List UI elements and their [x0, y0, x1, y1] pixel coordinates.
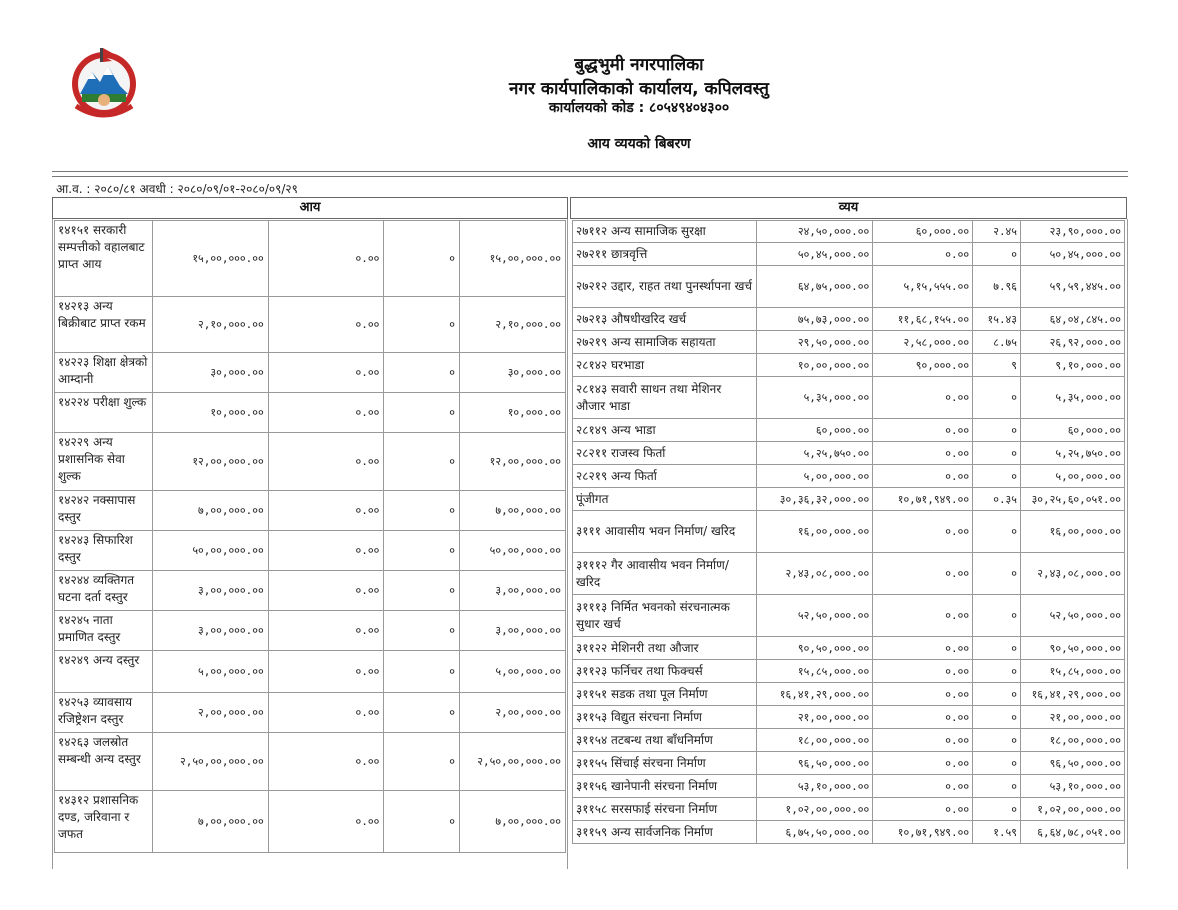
expense-row-balance: ५३,१०,०००.०० — [1021, 775, 1125, 798]
expense-row-balance: ५,३५,०००.०० — [1021, 377, 1125, 419]
expense-row-amount: ०.०० — [873, 637, 973, 660]
expense-row-balance: ६०,०००.०० — [1021, 419, 1125, 442]
income-row-balance: १२,००,०००.०० — [460, 433, 566, 491]
expense-row-percent: ० — [973, 553, 1021, 595]
expense-row-percent: ० — [973, 752, 1021, 775]
income-row-balance: १५,००,०००.०० — [460, 221, 566, 297]
income-row-budget: १२,००,०००.०० — [152, 433, 268, 491]
expense-row — [573, 354, 1125, 377]
expense-row-budget: १,०२,००,०००.०० — [757, 798, 873, 821]
income-row-name: १४३१२ प्रशासनिक दण्ड, जरिवाना र जफत — [55, 791, 153, 853]
expense-row-amount: ६०,०००.०० — [873, 221, 973, 243]
expense-row-amount: ०.०० — [873, 511, 973, 553]
expense-row-percent: ० — [973, 798, 1021, 821]
expense-row — [573, 266, 1125, 308]
expense-row-name: ३१११२ गैर आवासीय भवन निर्माण/ खरिद — [573, 553, 757, 595]
income-row-percent: ० — [384, 433, 460, 491]
expense-row-budget: ९०,५०,०००.०० — [757, 637, 873, 660]
expense-row — [573, 775, 1125, 798]
income-row-balance: २,००,०००.०० — [460, 693, 566, 733]
expense-row-percent: ० — [973, 465, 1021, 488]
expense-row-balance: ६,६४,७८,०५१.०० — [1021, 821, 1125, 844]
income-row — [55, 491, 566, 531]
expense-row-name: २८२११ राजस्व फिर्ता — [573, 442, 757, 465]
expense-row-percent: ० — [973, 729, 1021, 752]
expense-row-budget: ५२,५०,०००.०० — [757, 595, 873, 637]
income-row-percent: ० — [384, 611, 460, 651]
income-row — [55, 393, 566, 433]
expense-row-percent: ० — [973, 511, 1021, 553]
expense-row-amount: ०.०० — [873, 660, 973, 683]
income-row-amount: ०.०० — [268, 791, 384, 853]
expense-row-name: ३११५१ सडक तथा पूल निर्माण — [573, 683, 757, 706]
income-row-percent: ० — [384, 571, 460, 611]
expense-row-balance: १६,४१,२९,०००.०० — [1021, 683, 1125, 706]
report-title: आय व्ययको बिबरण — [587, 136, 691, 152]
expense-row-name: २८१४३ सवारी साधन तथा मेशिनर औजार भाडा — [573, 377, 757, 419]
expense-row-name: २७२१३ औषधीखरिद खर्च — [573, 308, 757, 331]
expense-row-balance: २१,००,०००.०० — [1021, 706, 1125, 729]
income-row-budget: १०,०००.०० — [152, 393, 268, 433]
expense-row-balance: ५,००,०००.०० — [1021, 465, 1125, 488]
income-row-name: १४२४५ नाता प्रमाणित दस्तुर — [55, 611, 153, 651]
expense-row-balance: ५९,५९,४४५.०० — [1021, 266, 1125, 308]
expense-row-balance: १५,८५,०००.०० — [1021, 660, 1125, 683]
expense-row-balance: ३०,२५,६०,०५१.०० — [1021, 488, 1125, 511]
expense-row — [573, 821, 1125, 844]
expense-row — [573, 377, 1125, 419]
expense-row-amount: ९०,०००.०० — [873, 354, 973, 377]
income-row-budget: ५,००,०००.०० — [152, 651, 268, 693]
income-row-amount: ०.०० — [268, 393, 384, 433]
expense-row-name: २७२१२ उद्दार, राहत तथा पुनर्स्थापना खर्च — [573, 266, 757, 308]
income-row-budget: १५,००,०००.०० — [152, 221, 268, 297]
income-row-name: १४२४९ अन्य दस्तुर — [55, 651, 153, 693]
expense-row-balance: ९६,५०,०००.०० — [1021, 752, 1125, 775]
income-row — [55, 651, 566, 693]
income-row-budget: ७,००,०००.०० — [152, 791, 268, 853]
expense-row-amount: ०.०० — [873, 729, 973, 752]
expense-row-balance: ५,२५,७५०.०० — [1021, 442, 1125, 465]
expense-row-name: ३१११ आवासीय भवन निर्माण/ खरिद — [573, 511, 757, 553]
expense-row-percent: ० — [973, 683, 1021, 706]
expense-row-percent: ०.३५ — [973, 488, 1021, 511]
income-row-budget: ७,००,०००.०० — [152, 491, 268, 531]
income-row-balance: २,१०,०००.०० — [460, 297, 566, 353]
income-row — [55, 791, 566, 853]
expense-border-right — [1127, 219, 1128, 869]
expense-row-name: २८१४९ अन्य भाडा — [573, 419, 757, 442]
expense-row-percent: १५.४३ — [973, 308, 1021, 331]
income-row-percent: ० — [384, 221, 460, 297]
expense-row-budget: २९,५०,०००.०० — [757, 331, 873, 354]
expense-row-amount: १०,७१,९४९.०० — [873, 821, 973, 844]
income-row-name: १४२२९ अन्य प्रशासनिक सेवा शुल्क — [55, 433, 153, 491]
income-row-amount: ०.०० — [268, 693, 384, 733]
income-row-amount: ०.०० — [268, 651, 384, 693]
expense-row-amount: ०.०० — [873, 706, 973, 729]
expense-row-percent: ० — [973, 595, 1021, 637]
income-row — [55, 733, 566, 791]
org-name: बुद्धभुमी नगरपालिका — [574, 55, 704, 75]
expense-row-percent: २.४५ — [973, 221, 1021, 243]
income-row — [55, 693, 566, 733]
expense-row-name: ३११५३ विद्युत संरचना निर्माण — [573, 706, 757, 729]
income-row-name: १४१५१ सरकारी सम्पत्तीको वहालबाट प्राप्त आय — [55, 221, 153, 297]
expense-row-name: २८२१९ अन्य फिर्ता — [573, 465, 757, 488]
expense-row — [573, 243, 1125, 266]
income-row-balance: ७,००,०००.०० — [460, 491, 566, 531]
income-row-balance: ३,००,०००.०० — [460, 611, 566, 651]
expense-row-balance: १,०२,००,०००.०० — [1021, 798, 1125, 821]
income-row-balance: १०,०००.०० — [460, 393, 566, 433]
income-row-balance: ३,००,०००.०० — [460, 571, 566, 611]
expense-row-budget: १६,००,०००.०० — [757, 511, 873, 553]
income-row-balance: २,५०,००,०००.०० — [460, 733, 566, 791]
income-row-amount: ०.०० — [268, 353, 384, 393]
expense-row-budget: ५,००,०००.०० — [757, 465, 873, 488]
income-row-percent: ० — [384, 791, 460, 853]
expense-row-balance: ६४,०४,८४५.०० — [1021, 308, 1125, 331]
income-row — [55, 221, 566, 297]
expense-row-name: २८१४२ घरभाडा — [573, 354, 757, 377]
income-heading: आय — [52, 197, 568, 219]
expense-row-name: पूंजीगत — [573, 488, 757, 511]
income-row — [55, 433, 566, 491]
expense-row-balance: ९,१०,०००.०० — [1021, 354, 1125, 377]
expense-row-name: २७२११ छात्रवृत्ति — [573, 243, 757, 266]
expense-row-budget: ३०,३६,३२,०००.०० — [757, 488, 873, 511]
income-row-percent: ० — [384, 353, 460, 393]
expense-row-name: ३११५९ अन्य सार्वजनिक निर्माण — [573, 821, 757, 844]
income-row-budget: ५०,००,०००.०० — [152, 531, 268, 571]
expense-row-amount: ०.०० — [873, 553, 973, 595]
expense-row-balance: ९०,५०,०००.०० — [1021, 637, 1125, 660]
expense-row — [573, 465, 1125, 488]
income-row — [55, 531, 566, 571]
expense-row — [573, 683, 1125, 706]
expense-row-percent: ० — [973, 660, 1021, 683]
expense-row-balance: २३,९०,०००.०० — [1021, 221, 1125, 243]
expense-row-budget: ७५,७३,०००.०० — [757, 308, 873, 331]
income-row-name: १४२५३ व्यावसाय रजिष्ट्रेशन दस्तुर — [55, 693, 153, 733]
expense-row-budget: २,४३,०८,०००.०० — [757, 553, 873, 595]
expense-row-name: ३११५५ सिंचाई संरचना निर्माण — [573, 752, 757, 775]
expense-row-budget: २४,५०,०००.०० — [757, 221, 873, 243]
income-row-amount: ०.०० — [268, 531, 384, 571]
income-row-balance: ५०,००,०००.०० — [460, 531, 566, 571]
expense-table — [572, 220, 1125, 844]
expense-row-balance: २६,९२,०००.०० — [1021, 331, 1125, 354]
expense-row — [573, 660, 1125, 683]
income-row-percent: ० — [384, 393, 460, 433]
income-row — [55, 297, 566, 353]
income-row-budget: ३०,०००.०० — [152, 353, 268, 393]
expense-row-percent: ७.९६ — [973, 266, 1021, 308]
expense-row-budget: १८,००,०००.०० — [757, 729, 873, 752]
expense-row — [573, 419, 1125, 442]
income-row-amount: ०.०० — [268, 433, 384, 491]
expense-row-name: ३११५४ तटबन्ध तथा बाँधनिर्माण — [573, 729, 757, 752]
income-row-name: १४२१३ अन्य बिक्रीबाट प्राप्त रकम — [55, 297, 153, 353]
expense-row-name: ३११५८ सरसफाई संरचना निर्माण — [573, 798, 757, 821]
expense-row-percent: ० — [973, 775, 1021, 798]
expense-row-percent: ८.७५ — [973, 331, 1021, 354]
expense-row-budget: ५३,१०,०००.०० — [757, 775, 873, 798]
expense-row — [573, 637, 1125, 660]
expense-row-name: ३१११३ निर्मित भवनको संरचनात्मक सुधार खर्च — [573, 595, 757, 637]
expense-row-amount: ०.०० — [873, 243, 973, 266]
expense-row-percent: ० — [973, 706, 1021, 729]
expense-row-budget: ९६,५०,०००.०० — [757, 752, 873, 775]
expense-row-budget: १५,८५,०००.०० — [757, 660, 873, 683]
expense-row-percent: १.५९ — [973, 821, 1021, 844]
fiscal-period: आ.व. : २०८०/८१ अवधी : २०८०/०९/०१-२०८०/०९/२९ — [56, 182, 298, 196]
expense-row-percent: ० — [973, 442, 1021, 465]
expense-row-budget: ६४,७५,०००.०० — [757, 266, 873, 308]
expense-row-balance: ५०,४५,०००.०० — [1021, 243, 1125, 266]
expense-row-amount: ०.०० — [873, 595, 973, 637]
expense-row-budget: ६०,०००.०० — [757, 419, 873, 442]
income-row — [55, 571, 566, 611]
expense-row-amount: ०.०० — [873, 752, 973, 775]
expense-row-balance: ५२,५०,०००.०० — [1021, 595, 1125, 637]
expense-row-amount: ०.०० — [873, 798, 973, 821]
expense-row-percent: ९ — [973, 354, 1021, 377]
income-border-left — [52, 219, 53, 869]
expense-row — [573, 729, 1125, 752]
expense-row-amount: ०.०० — [873, 377, 973, 419]
expense-row-balance: १८,००,०००.०० — [1021, 729, 1125, 752]
expense-row-balance: १६,००,०००.०० — [1021, 511, 1125, 553]
expense-row-amount: ०.०० — [873, 442, 973, 465]
income-border-right — [567, 219, 568, 869]
income-row-name: १४२२४ परीक्षा शुल्क — [55, 393, 153, 433]
income-row — [55, 353, 566, 393]
expense-row-name: २७११२ अन्य सामाजिक सुरक्षा — [573, 221, 757, 243]
expense-row-amount: ०.०० — [873, 419, 973, 442]
expense-row — [573, 331, 1125, 354]
expense-row-amount: ०.०० — [873, 775, 973, 798]
income-row-amount: ०.०० — [268, 221, 384, 297]
expense-row-budget: १६,४१,२९,०००.०० — [757, 683, 873, 706]
expense-row-name: ३११५६ खानेपानी संरचना निर्माण — [573, 775, 757, 798]
income-row-amount: ०.०० — [268, 733, 384, 791]
expense-row-amount: ०.०० — [873, 683, 973, 706]
expense-row-budget: ५,२५,७५०.०० — [757, 442, 873, 465]
expense-row-percent: ० — [973, 377, 1021, 419]
income-row-balance: ५,००,०००.०० — [460, 651, 566, 693]
expense-row — [573, 798, 1125, 821]
income-row-amount: ०.०० — [268, 571, 384, 611]
expense-row-percent: ० — [973, 243, 1021, 266]
expense-row — [573, 442, 1125, 465]
expense-row-balance: २,४३,०८,०००.०० — [1021, 553, 1125, 595]
income-row-balance: ७,००,०००.०० — [460, 791, 566, 853]
expense-row-name: ३११२२ मेशिनरी तथा औजार — [573, 637, 757, 660]
income-row-percent: ० — [384, 693, 460, 733]
income-row-budget: २,१०,०००.०० — [152, 297, 268, 353]
income-row-amount: ०.०० — [268, 611, 384, 651]
income-row-percent: ० — [384, 531, 460, 571]
expense-row-budget: ५,३५,०००.०० — [757, 377, 873, 419]
expense-row — [573, 553, 1125, 595]
expense-heading: व्यय — [570, 197, 1127, 219]
divider — [52, 176, 1128, 177]
income-row-name: १४२६३ जलस्रोत सम्बन्धी अन्य दस्तुर — [55, 733, 153, 791]
income-row-name: १४२४४ व्यक्तिगत घटना दर्ता दस्तुर — [55, 571, 153, 611]
income-row-percent: ० — [384, 651, 460, 693]
expense-row-amount: १०,७१,९४९.०० — [873, 488, 973, 511]
expense-row-amount: ११,६८,१५५.०० — [873, 308, 973, 331]
income-row-name: १४२२३ शिक्षा क्षेत्रको आम्दानी — [55, 353, 153, 393]
expense-row — [573, 706, 1125, 729]
expense-row — [573, 511, 1125, 553]
expense-row-name: २७२१९ अन्य सामाजिक सहायता — [573, 331, 757, 354]
income-row-name: १४२४२ नक्सापास दस्तुर — [55, 491, 153, 531]
income-row-percent: ० — [384, 297, 460, 353]
income-row-percent: ० — [384, 733, 460, 791]
expense-row-budget: २१,००,०००.०० — [757, 706, 873, 729]
office-name: नगर कार्यपालिकाको कार्यालय, कपिलवस्तु — [509, 79, 769, 99]
income-row-budget: २,००,०००.०० — [152, 693, 268, 733]
expense-row — [573, 595, 1125, 637]
office-code: कार्यालयको कोड : ८०५४९४०४३०० — [548, 100, 730, 116]
income-row-amount: ०.०० — [268, 491, 384, 531]
expense-row-percent: ० — [973, 419, 1021, 442]
expense-row-budget: १०,००,०००.०० — [757, 354, 873, 377]
income-row-budget: २,५०,००,०००.०० — [152, 733, 268, 791]
income-row-budget: ३,००,०००.०० — [152, 571, 268, 611]
expense-row-budget: ६,७५,५०,०००.०० — [757, 821, 873, 844]
expense-row — [573, 752, 1125, 775]
expense-row — [573, 488, 1125, 511]
expense-row-budget: ५०,४५,०००.०० — [757, 243, 873, 266]
income-row-percent: ० — [384, 491, 460, 531]
expense-row-amount: २,५८,०००.०० — [873, 331, 973, 354]
expense-row — [573, 221, 1125, 243]
expense-row-amount: ०.०० — [873, 465, 973, 488]
divider — [52, 171, 1128, 172]
expense-row-name: ३११२३ फर्निचर तथा फिक्चर्स — [573, 660, 757, 683]
income-row-budget: ३,००,०००.०० — [152, 611, 268, 651]
income-row-balance: ३०,०००.०० — [460, 353, 566, 393]
expense-row — [573, 308, 1125, 331]
income-row — [55, 611, 566, 651]
income-row-amount: ०.०० — [268, 297, 384, 353]
expense-row-percent: ० — [973, 637, 1021, 660]
income-table — [54, 220, 566, 853]
income-row-name: १४२४३ सिफारिश दस्तुर — [55, 531, 153, 571]
expense-row-amount: ५,१५,५५५.०० — [873, 266, 973, 308]
